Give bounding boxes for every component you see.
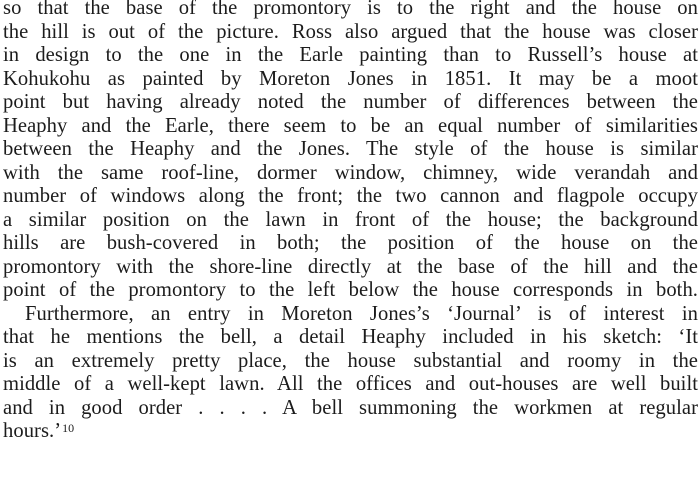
text-line: a similar position on the lawn in front of the house; the background <box>3 208 698 231</box>
last-text-line <box>3 420 698 444</box>
text-line: promontory with the shore-line directly at the base of the hill and the <box>3 255 698 278</box>
text-line-content: hours.’ <box>3 420 62 442</box>
text-line: point but having already noted the number of differences between the <box>3 91 698 113</box>
text-line: is an extremely pretty place, the house substantial and roomy in the <box>3 349 698 372</box>
text-line: number of windows along the front; the two cannon and flagpole occupy <box>3 185 698 207</box>
paragraph-2 <box>3 303 698 444</box>
document-page <box>3 0 698 444</box>
text-line: in design to the one in the Earle painting than to Russell’s house at <box>3 44 698 66</box>
text-line: middle of a well-kept lawn. All the offices and out-houses are well built <box>3 373 698 395</box>
text-line: the hill is out of the picture. Ross also argued that the house was closer <box>3 20 698 43</box>
text-line: Kohukohu as painted by Moreton Jones in 1851. It may be a moot <box>3 67 698 90</box>
text-line: that he mentions the bell, a detail Heaphy included in his sketch: ‘It <box>3 326 698 348</box>
footnote-marker: 10 <box>62 421 75 435</box>
text-line: hills are bush-covered in both; the position of the house on the <box>3 232 698 254</box>
text-line: so that the base of the promontory is to the right and the house on <box>3 0 698 19</box>
text-line: Furthermore, an entry in Moreton Jones’s ‘Journal’ is of interest in <box>25 302 698 325</box>
paragraph-1 <box>3 0 698 303</box>
text-line: between the Heaphy and the Jones. The style of the house is similar <box>3 138 698 160</box>
text-line: with the same roof-line, dormer window, chimney, wide verandah and <box>3 161 698 184</box>
text-line: Heaphy and the Earle, there seem to be an equal number of similarities <box>3 114 698 137</box>
text-line: point of the promontory to the left below the house corresponds in both. <box>3 279 698 301</box>
text-line: and in good order . . . . A bell summoning the workmen at regular <box>3 396 698 419</box>
